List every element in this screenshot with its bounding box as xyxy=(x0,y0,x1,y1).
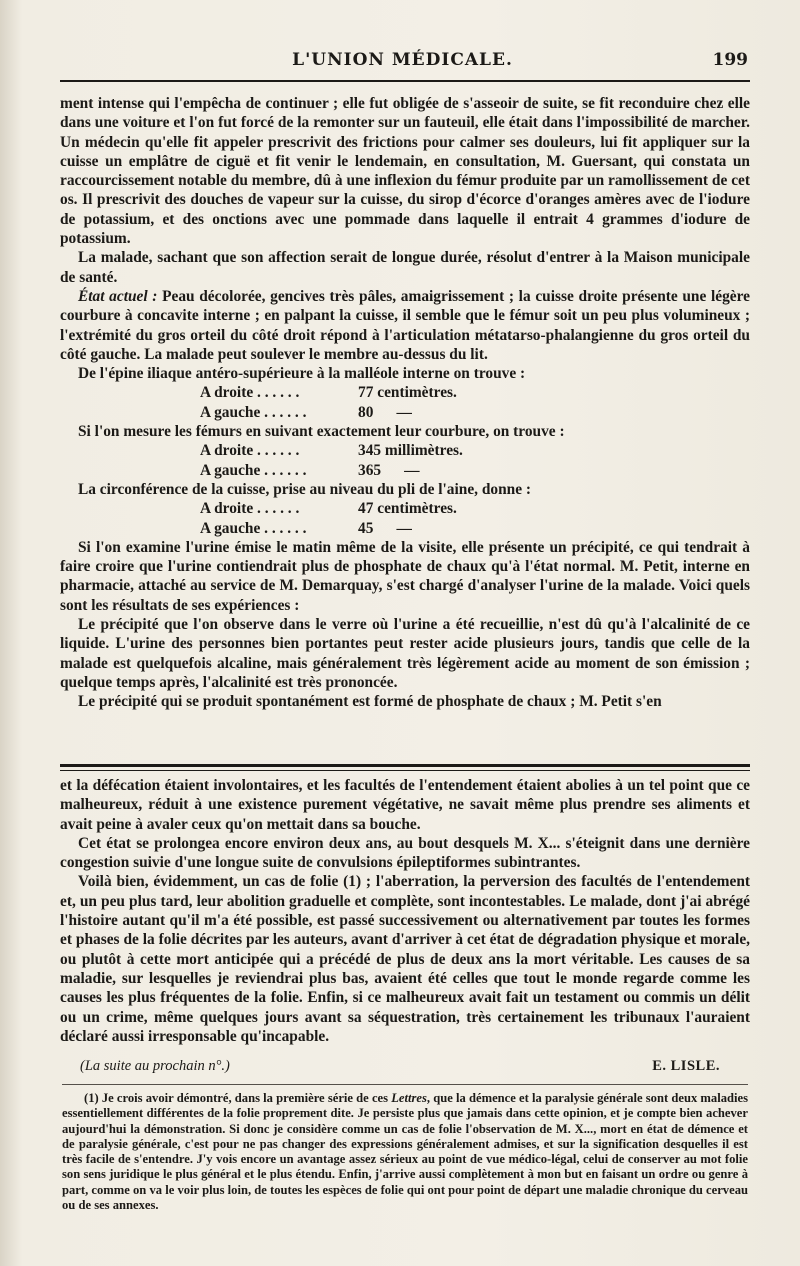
section-divider-thin xyxy=(60,770,750,771)
paragraph: La malade, sachant que son affection serait de longue durée, résolut d'entrer à la Maison municipale de santé. xyxy=(60,249,750,286)
header-rule xyxy=(60,80,750,82)
measurement-intro: La circonférence de la cuisse, prise au niveau du pli de l'aine, donne : xyxy=(78,480,532,498)
measure-value: 47 centimètres. xyxy=(358,500,457,518)
measure-label: A gauche . . . . . . xyxy=(200,461,307,479)
measure-label: A gauche . . . . . . xyxy=(200,403,307,421)
paragraph: Le précipité qui se produit spontanément est formé de phosphate de chaux ; M. Petit s'en xyxy=(78,693,662,711)
paragraph: Cet état se prolongea encore environ deux ans, au bout desquels M. X... s'éteignit dans une dernière congestion suivie d'une longue suite de convulsions épileptiformes subintrantes. xyxy=(60,834,750,872)
paragraph: ment intense qui l'empêcha de continuer ; elle fut obligée de s'asseoir de suite, se fit reconduire chez elle dans une voiture et l'on fut forcé de la remonter sur un fauteuil, elle était dans l'impossibilité de marcher. Un médecin qu'elle fit appeler prescrivit des frictions pour calmer ses douleurs, lui fit appliquer sur la cuisse un emplâtre de ciguë et fit venir le lendemain, en consultation, M. Guersant, qui constata un raccourcissement notable du membre, dû à une inflexion du fémur produite par un ramollissement de cet os. Il prescrivit des douches de vapeur sur la cuisse, du sirop d'écorce d'oranges amères avec de l'iodure de potassium, et des onctions avec une pommade dans laquelle il entrait 4 grammes d'iodure de potassium. xyxy=(60,95,750,248)
measurement-table xyxy=(200,441,750,480)
measure-label: A droite . . . . . . xyxy=(200,500,300,518)
measurement-row xyxy=(200,441,750,460)
paragraph xyxy=(60,287,750,364)
paragraph: Le précipité que l'on observe dans le verre où l'urine a été recueillie, n'est dû qu'à l'alcalinité de ce liquide. L'urine des personnes bien portantes peut rester acide plusieurs jours, tandis que celle de la malade est quelquefois alcaline, mais généralement très légèrement acide au moment de son émission ; quelque temps après, l'alcalinité est très prononcée. xyxy=(60,616,750,691)
page-header xyxy=(55,46,750,74)
measurement-row xyxy=(200,403,750,422)
footnote-italic: Lettres xyxy=(391,1091,427,1105)
measurement-row xyxy=(200,383,750,402)
paragraph: Voilà bien, évidemment, un cas de folie (1) ; l'aberration, la perversion des facultés de l'entendement et, un peu plus tard, leur abolition graduelle et complète, sont incontestables. Le malade, dont j'ai abrégé l'histoire autant qu'il m'a été possible, est passé successivement ou alternativement par toutes les formes et phases de la folie décrites par les auteurs, avant d'arriver à cet état de dégradation physique et morale, ou plutôt à cette mort anticipée qui a précédé de plus de deux ans la mort véritable. Les causes de sa maladie, sur lesquelles je reviendrai plus bas, avaient été celles que tout le monde regarde comme les causes les plus fréquentes de la folie. Enfin, si ce malheureux avait fait un testament ou commis un délit ou un crime, même quelques jours avant sa séquestration, très certainement les tribunaux l'auraient déclaré aussi irresponsable qu'incapable. xyxy=(60,873,750,1045)
measure-label: A droite . . . . . . xyxy=(200,442,300,460)
article-upper-section xyxy=(60,94,750,712)
page-number: 199 xyxy=(712,50,748,70)
footnote xyxy=(62,1091,748,1213)
measurement-intro: De l'épine iliaque antéro-supérieure à la malléole interne on trouve : xyxy=(78,365,526,383)
continued-note: (La suite au prochain n°.) xyxy=(80,1058,230,1074)
measure-label: A droite . . . . . . xyxy=(200,384,300,402)
footnote-part: , que la démence et la paralysie générale sont deux maladies essentiellement différentes de la folie proprement dite. Je persiste plus que jamais dans cette opinion, et je compte bien achever aujourd'hui la démonstration. Si donc je considère comme un cas de folie l'observation de M. X..., mort en état de démence et de paralysie générale, c'est pour ne pas changer des expressions généralement admises, et sur la signification desquelles il est très facile de s'entendre. J'y vois encore un avantage assez sérieux au point de vue médico-légal, celui de conserver au mot folie son sens juridique le plus général et le plus étendu. Enfin, j'arrive aussi complètement à mon but en faisant un ordre ou genre à part, comme on va le voir plus loin, de toutes les espèces de folie qui ont pour point de départ une maladie chronique du cerveau ou de ses annexes. xyxy=(62,1091,749,1213)
measurement-intro: Si l'on mesure les fémurs en suivant exactement leur courbure, on trouve : xyxy=(78,423,565,441)
measure-value: 77 centimètres. xyxy=(358,384,457,402)
section-divider xyxy=(60,764,750,767)
measurement-table xyxy=(200,383,750,422)
author-signature: E. LISLE. xyxy=(652,1058,720,1074)
measurement-row xyxy=(200,499,750,518)
paragraph: Si l'on examine l'urine émise le matin même de la visite, elle présente un précipité, ce qui tendrait à faire croire que l'urine contiendrait plus de phosphate de chaux qu'à l'état normal. M. Petit, interne en pharmacie, attaché au service de M. Demarquay, s'est chargé d'analyser l'urine de la malade. Voici quels sont les résultats de ses expériences : xyxy=(60,538,750,614)
measurement-table xyxy=(200,499,750,538)
footnote-part: (1) Je crois avoir démontré, dans la première série de ces xyxy=(84,1091,392,1105)
measure-label: A gauche . . . . . . xyxy=(200,519,307,537)
paragraph-text: Peau décolorée, gencives très pâles, amaigrissement ; la cuisse droite présente une légère courbure à concavite interne ; en palpant la cuisse, il semble que le fémur soit un peu plus volumineux ; l'extrémité du gros orteil du côté droit répond à l'articulation métatarso-phalangienne du gros orteil du côté gauche. La malade peut soulever le membre au-dessus du lit. xyxy=(60,287,750,363)
feuilleton-section xyxy=(60,776,750,1046)
measure-value: 45 — xyxy=(358,519,412,537)
measure-value: 365 — xyxy=(358,461,420,479)
footnote-text xyxy=(62,1091,748,1213)
signoff xyxy=(80,1058,720,1075)
italic-heading: État actuel : xyxy=(78,287,158,305)
measure-value: 345 millimètres. xyxy=(358,442,463,460)
measurement-row xyxy=(200,461,750,480)
footnote-rule xyxy=(62,1084,748,1085)
measurement-row xyxy=(200,519,750,538)
paragraph: et la défécation étaient involontaires, et les facultés de l'entendement étaient abolies à un tel point que ce malheureux, réduit à une existence purement végétative, ne savait même plus prendre ses aliments et avait peine à avaler ceux qu'on mettait dans sa bouche. xyxy=(60,777,750,833)
measure-value: 80 — xyxy=(358,403,412,421)
running-title: L'UNION MÉDICALE. xyxy=(292,50,513,70)
